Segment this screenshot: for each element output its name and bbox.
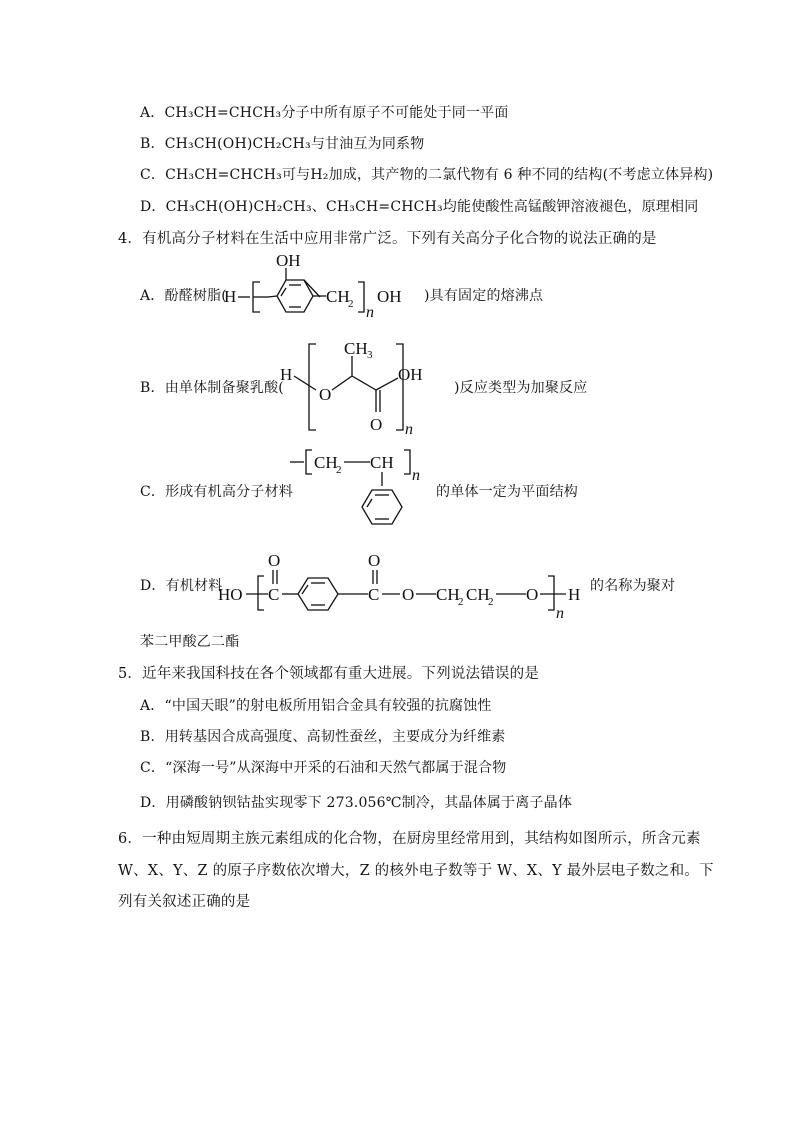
formula-b-sub3: 3 <box>367 349 373 361</box>
formula-d-o-end: O <box>526 585 539 604</box>
q4-stem: 4．有机高分子材料在生活中应用非常广泛。下列有关高分子化合物的说法正确的是 <box>118 231 657 247</box>
formula-d-c2: C <box>368 585 380 604</box>
q4-option-c-prefix: C．形成有机高分子材料 <box>140 484 293 500</box>
formula-c-n: n <box>412 467 420 484</box>
q6-line-1: 6．一种由短周期主族元素组成的化合物，在厨房里经常用到，其结构如图所示，所含元素 <box>118 831 701 847</box>
formula-d-c1: C <box>268 585 280 604</box>
q4-option-b-suffix: )反应类型为加聚反应 <box>454 380 588 396</box>
q5-option-b: B．用转基因合成高强度、高韧性蚕丝，主要成分为纤维素 <box>140 729 506 745</box>
formula-b-o-carbonyl: O <box>370 415 383 434</box>
formula-d-o2: O <box>368 551 381 570</box>
formula-c-ch2: CH <box>314 453 338 472</box>
formula-d-h: H <box>568 585 581 604</box>
polystyrene-structure <box>288 446 438 528</box>
q5-option-a: A．“中国天眼”的射电板所用铝合金具有较强的抗腐蚀性 <box>140 698 492 714</box>
formula-b-o: O <box>319 385 332 404</box>
formula-d-sub2-b: 2 <box>488 596 494 608</box>
formula-a-h: H <box>224 287 237 306</box>
q4-option-c-suffix: 的单体一定为平面结构 <box>436 484 578 500</box>
q4-option-d-continuation: 苯二甲酸乙二酯 <box>140 634 240 650</box>
formula-d-n: n <box>556 605 564 622</box>
formula-d-ch2-a: CH <box>436 585 460 604</box>
q5-option-d: D．用磷酸钠钡钴盐实现零下 273.056℃制冷，其晶体属于离子晶体 <box>140 795 573 811</box>
q3-option-a: A．CH₃CH=CHCH₃分子中所有原子不可能处于同一平面 <box>140 105 509 121</box>
formula-a-ch: CH <box>326 287 350 306</box>
formula-b-oh: OH <box>398 365 423 384</box>
formula-d-o1: O <box>268 551 281 570</box>
q4-option-d-suffix: 的名称为聚对 <box>590 578 676 594</box>
formula-b-n: n <box>405 421 413 438</box>
q4-option-d-prefix: D．有机材料 <box>140 578 223 594</box>
formula-c-sub2: 2 <box>336 464 342 476</box>
formula-a-sub2: 2 <box>348 298 354 310</box>
formula-d-o-ester: O <box>402 585 415 604</box>
q3-option-d: D．CH₃CH(OH)CH₂CH₃、CH₃CH=CHCH₃均能使酸性高锰酸钾溶液褪色，原理相同 <box>140 199 699 215</box>
phenol-formaldehyde-structure <box>222 252 422 332</box>
q5-option-c: C．“深海一号”从深海中开采的石油和天然气都属于混合物 <box>140 760 507 776</box>
formula-a-oh: OH <box>276 251 301 270</box>
formula-a-oh-end: OH <box>377 287 402 306</box>
formula-d-ch2-b: CH <box>466 585 490 604</box>
q3-option-b: B．CH₃CH(OH)CH₂CH₃与甘油互为同系物 <box>140 136 425 152</box>
formula-c-ch: CH <box>370 453 394 472</box>
pet-structure <box>216 548 592 620</box>
formula-b-ch: CH <box>344 339 368 358</box>
formula-d-sub2-a: 2 <box>458 596 464 608</box>
q6-line-2: W、X、Y、Z 的原子序数依次增大，Z 的核外电子数等于 W、X、Y 最外层电子数之和。下 <box>118 863 714 879</box>
q4-option-b-prefix: B．由单体制备聚乳酸( <box>140 380 284 396</box>
q5-stem: 5．近年来我国科技在各个领域都有重大进展。下列说法错误的是 <box>118 666 540 682</box>
formula-d-ho: HO <box>218 585 243 604</box>
polylactic-acid-structure <box>278 338 453 438</box>
formula-a-n: n <box>366 304 374 321</box>
q4-option-a-suffix: )具有固定的熔沸点 <box>424 288 544 304</box>
formula-b-h: H <box>280 365 293 384</box>
q6-line-3: 列有关叙述正确的是 <box>118 894 251 910</box>
q3-option-c: C．CH₃CH=CHCH₃可与H₂加成，其产物的二氯代物有 6 种不同的结构(不考虑立体异构) <box>140 167 714 183</box>
q4-option-a-prefix: A．酚醛树脂( <box>140 288 227 304</box>
